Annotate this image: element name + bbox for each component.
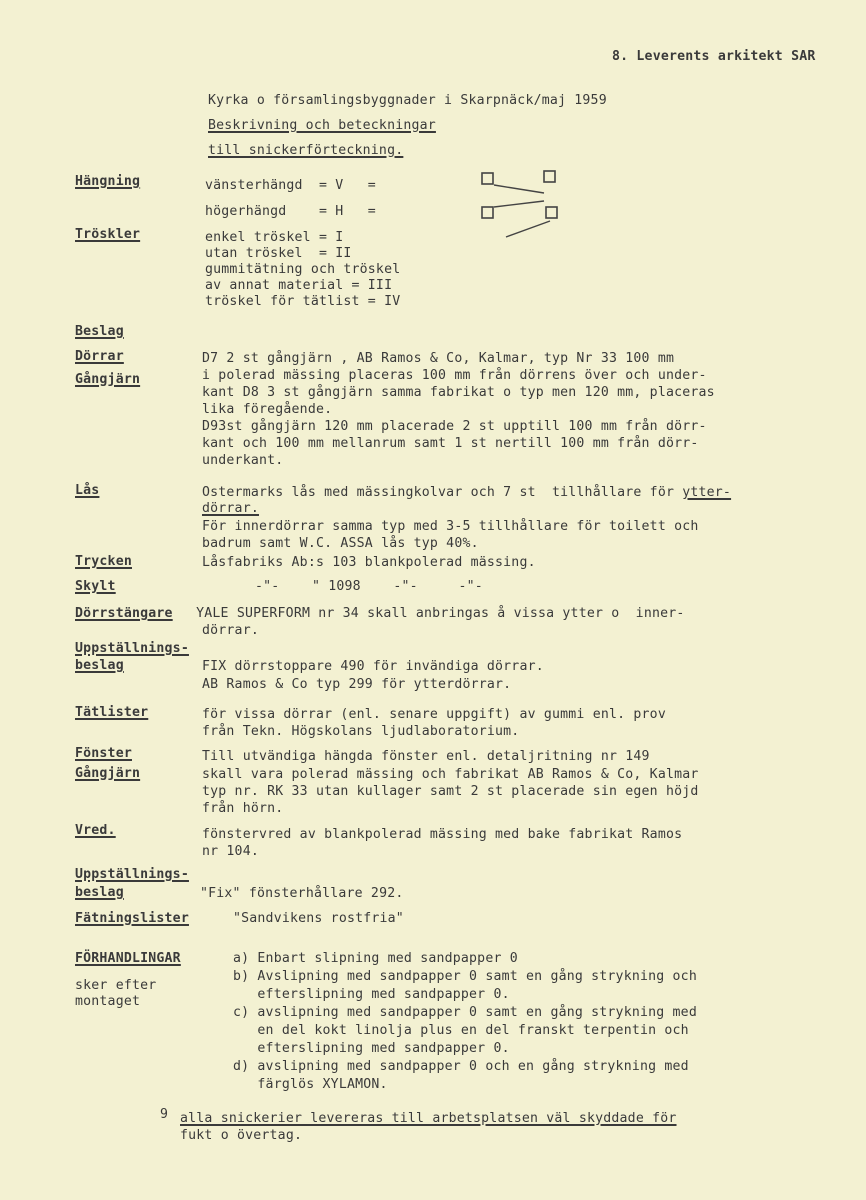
vred-line-1: fönstervred av blankpolerad mässing med bake fabrikat Ramos [202,827,683,842]
label-uppstallning-2: Uppställnings- [75,867,189,882]
dorrar-line-7: underkant. [202,453,284,468]
label-skylt: Skylt [75,579,116,594]
forhandlingar-sub-1: sker efter [75,978,157,993]
hangning-row-h: högerhängd = H = [205,204,376,219]
footer-line-2: fukt o övertag. [180,1128,303,1143]
troskel-line-3: gummitätning och tröskel [205,262,401,277]
forhandlingar-item-4: c) avslipning med sandpapper 0 samt en gång strykning med [233,1005,697,1020]
dorrstangare-line-2: dörrar. [202,623,259,638]
header-subtitle: Beskrivning och beteckningar [208,118,436,133]
label-hangning: Hängning [75,174,141,189]
las-line-1-text: Ostermarks lås med mässingkolvar och 7 st tillhållare för [202,485,683,500]
uppstallning-2-text: "Fix" fönsterhållare 292. [200,886,404,901]
label-vred: Vred. [75,823,116,838]
dorrar-line-6: kant och 100 mm mellanrum samt 1 st nertill 100 mm från dörr- [202,436,699,451]
fonster-line-3: typ nr. RK 33 utan kullager samt 2 st placerade sin egen höjd [202,784,699,799]
forhandlingar-item-1: a) Enbart slipning med sandpapper 0 [233,951,518,966]
las-line-4: badrum samt W.C. ASSA lås typ 40%. [202,536,479,551]
label-beslag-2: beslag [75,885,124,900]
dorrar-line-4: lika föregående. [202,402,333,417]
troskel-line-2: utan tröskel = II [205,246,352,261]
hinge-symbol-diagram [470,165,570,240]
hangning-row-v: vänsterhängd = V = [205,178,376,193]
label-beslag-1: beslag [75,658,124,673]
fatningslister-text: "Sandvikens rostfria" [233,911,404,926]
label-troskel: Tröskler [75,227,141,242]
footer-mark: 9 [160,1107,169,1122]
header-title: Kyrka o församlingsbyggnader i Skarpnäck/maj 1959 [208,93,607,108]
forhandlingar-item-5: en del kokt linolja plus en del franskt terpentin och [233,1023,689,1038]
label-uppstallning-1: Uppställnings- [75,641,189,656]
troskel-line-1: enkel tröskel = I [205,230,344,245]
label-forhandlingar: FÖRHANDLINGAR [75,951,181,966]
fonster-line-1: Till utvändiga hängda fönster enl. detaljritning nr 149 [202,749,650,764]
header-subtitle-2: till snickerförteckning. [208,143,404,158]
forhandlingar-item-7: d) avslipning med sandpapper 0 och en gång strykning med [233,1059,689,1074]
uppstallning-1-line-1: FIX dörrstoppare 490 för invändiga dörrar. [202,659,544,674]
label-beslag: Beslag [75,324,124,339]
label-las: Lås [75,483,100,498]
footer-line-1: alla snickerier levereras till arbetsplatsen väl skyddade för [180,1111,677,1126]
forhandlingar-item-8: färglös XYLAMON. [233,1077,388,1092]
dorrar-line-2: i polerad mässing placeras 100 mm från dörrens över och under- [202,368,707,383]
skylt-text: -"- " 1098 -"- -"- [255,579,483,594]
dorrar-line-1: D7 2 st gångjärn , AB Ramos & Co, Kalmar, typ Nr 33 100 mm [202,351,675,366]
forhandlingar-item-3: efterslipning med sandpapper 0. [233,987,510,1002]
label-tatlister: Tätlister [75,705,149,720]
forhandlingar-sub-2: montaget [75,994,141,1009]
label-dorrar: Dörrar [75,349,124,364]
header-top-right: 8. Leverents arkitekt SAR [612,49,816,64]
label-trycken: Trycken [75,554,132,569]
label-fonster: Fönster [75,746,132,761]
las-line-2: dörrar. [202,501,259,516]
forhandlingar-item-6: efterslipning med sandpapper 0. [233,1041,510,1056]
uppstallning-1-line-2: AB Ramos & Co typ 299 för ytterdörrar. [202,677,512,692]
troskel-line-5: tröskel för tätlist = IV [205,294,401,309]
label-fonster-gangjarn: Gångjärn [75,766,141,781]
label-dorrstangare: Dörrstängare [75,606,173,621]
las-line-1-underlined: ytter- [682,485,732,500]
tatlister-line-1: för vissa dörrar (enl. senare uppgift) av gummi enl. prov [202,707,666,722]
tatlister-line-2: från Tekn. Högskolans ljudlaboratorium. [202,724,520,739]
las-line-1 [202,484,731,501]
las-line-3: För innerdörrar samma typ med 3-5 tillhållare för toilett och [202,519,699,534]
dorrar-line-5: D93st gångjärn 120 mm placerade 2 st upptill 100 mm från dörr- [202,419,707,434]
vred-line-2: nr 104. [202,844,259,859]
fonster-line-2: skall vara polerad mässing och fabrikat AB Ramos & Co, Kalmar [202,767,699,782]
trycken-text: Låsfabriks Ab:s 103 blankpolerad mässing. [202,555,536,570]
label-fatningslister: Fätningslister [75,911,189,926]
dorrar-line-3: kant D8 3 st gångjärn samma fabrikat o typ men 120 mm, placeras [202,385,715,400]
dorrstangare-line-1: YALE SUPERFORM nr 34 skall anbringas å vissa ytter o inner- [188,606,685,621]
fonster-line-4: från hörn. [202,801,284,816]
troskel-line-4: av annat material = III [205,278,393,293]
forhandlingar-item-2: b) Avslipning med sandpapper 0 samt en gång strykning och [233,969,697,984]
label-gangjarn: Gångjärn [75,372,141,387]
